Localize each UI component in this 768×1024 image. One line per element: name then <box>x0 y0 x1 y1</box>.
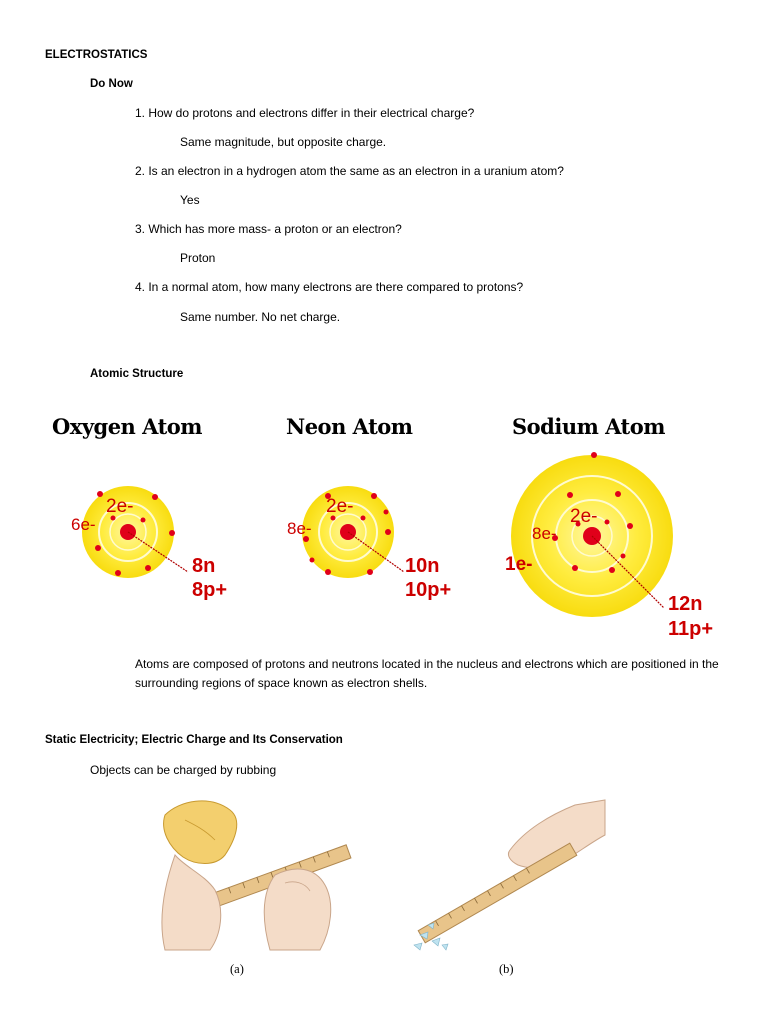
answer-4: Same number. No net charge. <box>180 310 341 324</box>
sodium-outer-shell-label: 1e- <box>505 554 533 575</box>
neon-atom-title: Neon Atom <box>286 414 413 439</box>
oxygen-inner-shell-label: 2e- <box>106 496 134 517</box>
atoms-paragraph: Atoms are composed of protons and neutrons located in the nucleus and electrons which are positioned in the surrounding regions of space known as electron shells. <box>135 657 719 690</box>
question-4: 4. In a normal atom, how many electrons are there compared to protons? <box>135 280 524 294</box>
static-electricity-heading: Static Electricity; Electric Charge and Its Conservation <box>45 734 343 746</box>
doc-heading: ELECTROSTATICS <box>45 49 148 61</box>
sodium-neutrons-label: 12n <box>668 593 703 615</box>
rubbing-text: Objects can be charged by rubbing <box>90 763 277 777</box>
oxygen-protons-label: 8p+ <box>192 579 228 601</box>
sodium-atom-diagram <box>505 452 713 640</box>
sodium-protons-label: 11p+ <box>668 618 714 640</box>
neon-inner-shell-label: 2e- <box>326 496 354 517</box>
oxygen-atom-diagram <box>71 486 227 601</box>
neon-atom-diagram <box>287 486 451 601</box>
do-now-heading: Do Now <box>90 78 133 90</box>
oxygen-outer-shell-label: 6e- <box>71 515 96 534</box>
neon-protons-label: 10p+ <box>405 579 452 601</box>
question-2: 2. Is an electron in a hydrogen atom the same as an electron in a uranium atom? <box>135 164 564 178</box>
neon-neutrons-label: 10n <box>405 555 440 577</box>
sodium-atom-title: Sodium Atom <box>512 414 665 439</box>
figure-b-caption: (b) <box>499 962 514 976</box>
oxygen-atom-title: Oxygen Atom <box>52 414 202 439</box>
figure-a-rubbing-illustration <box>155 795 355 955</box>
figure-b-attraction-illustration <box>400 795 610 955</box>
sodium-middle-shell-label: 8e- <box>532 524 557 543</box>
neon-outer-shell-label: 8e- <box>287 519 312 538</box>
answer-3: Proton <box>180 251 216 265</box>
sodium-inner-shell-label: 2e- <box>570 506 598 527</box>
question-3: 3. Which has more mass- a proton or an electron? <box>135 222 402 236</box>
question-1: 1. How do protons and electrons differ in their electrical charge? <box>135 106 475 120</box>
atomic-structure-heading: Atomic Structure <box>90 368 184 380</box>
answer-1: Same magnitude, but opposite charge. <box>180 135 387 149</box>
oxygen-neutrons-label: 8n <box>192 555 216 577</box>
figure-a-caption: (a) <box>230 962 244 976</box>
atom-diagrams <box>0 440 768 650</box>
answer-2: Yes <box>180 193 200 207</box>
